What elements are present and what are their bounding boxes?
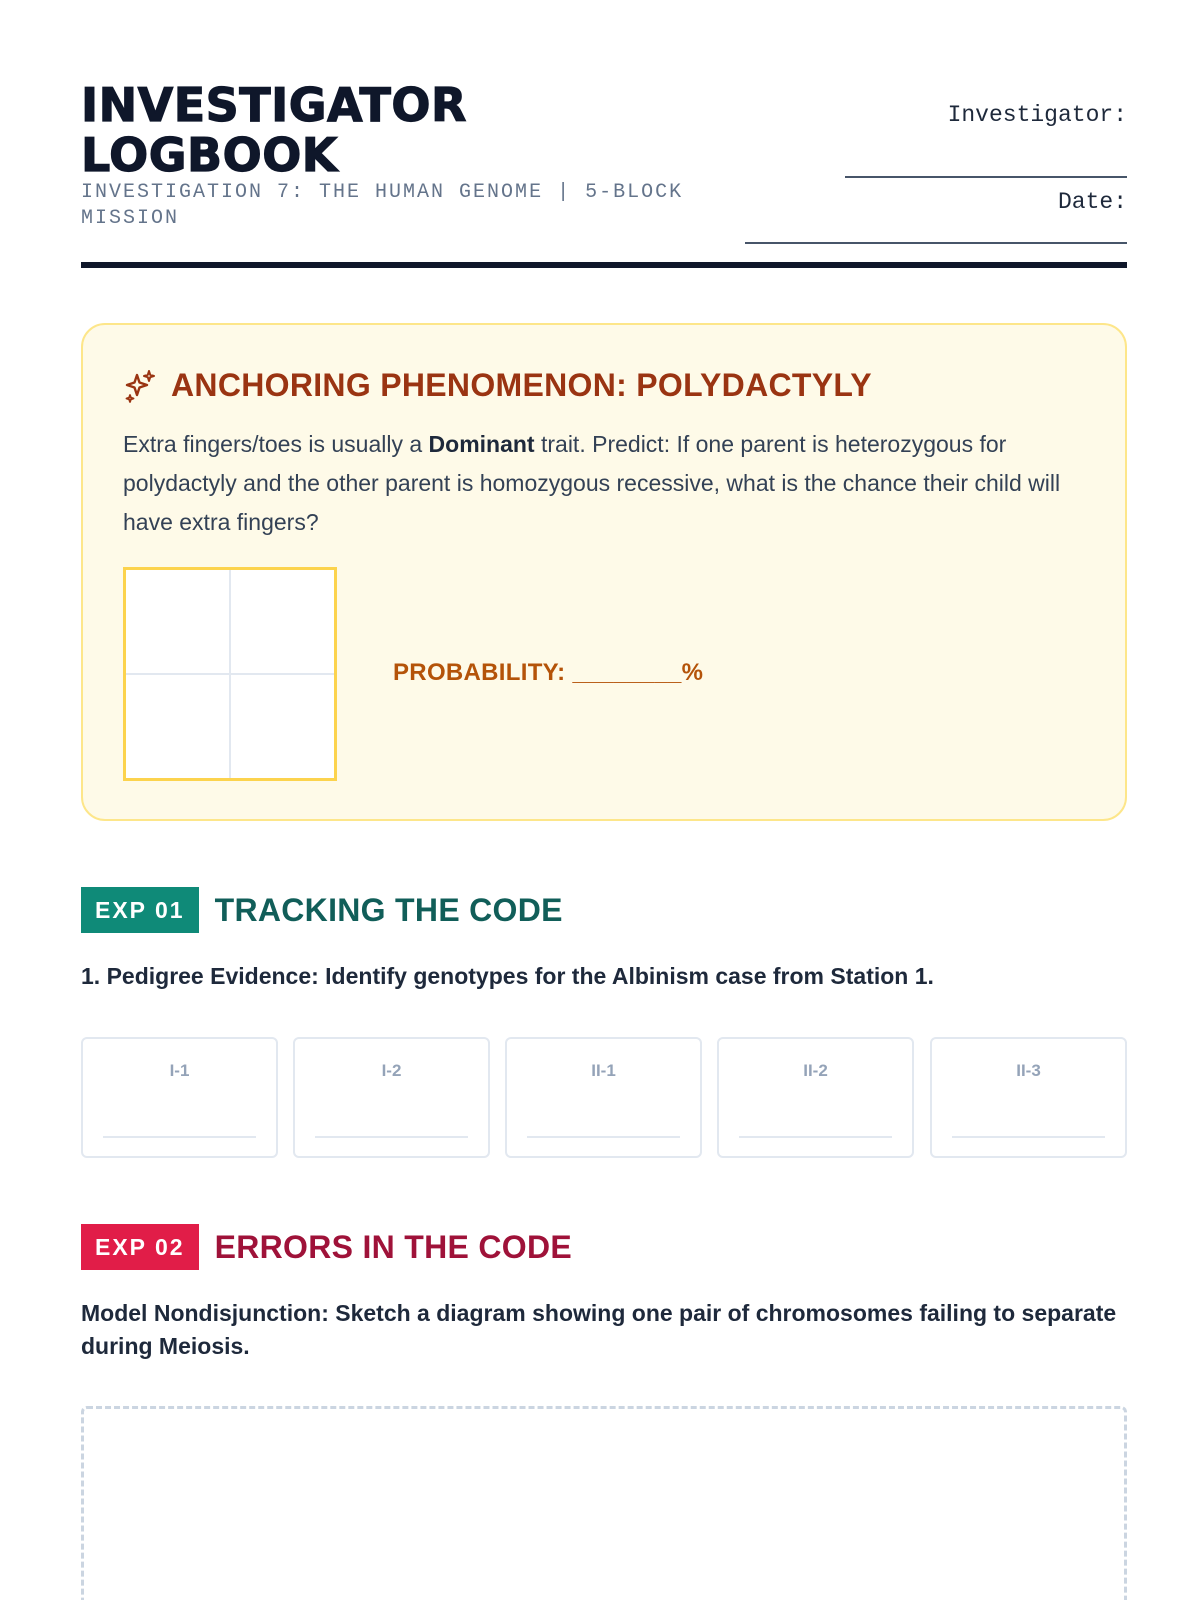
genotype-box-label: II-2	[803, 1061, 828, 1080]
anchor-prompt-bold: Dominant	[428, 431, 535, 457]
answer-line	[103, 1136, 256, 1138]
anchoring-phenomenon-card	[81, 323, 1127, 821]
genotype-box-i-2[interactable]	[293, 1037, 490, 1158]
punnett-divider	[126, 673, 334, 675]
exp01-badge: EXP 01	[81, 887, 199, 933]
genotype-box-label: I-2	[381, 1061, 402, 1080]
exp02-question: Model Nondisjunction: Sketch a diagram showing one pair of chromosomes failing to separate during Meiosis.	[81, 1300, 1117, 1359]
genotype-box-label: I-1	[169, 1061, 190, 1080]
answer-line	[527, 1136, 680, 1138]
anchor-prompt-start: Extra fingers/toes is usually a	[123, 431, 429, 457]
genotype-box-label: II-3	[1016, 1061, 1041, 1080]
exp01-title: TRACKING THE CODE	[214, 891, 563, 928]
page-subtitle: INVESTIGATION 7: THE HUMAN GENOME | 5-BLOCK MISSION	[81, 181, 684, 230]
page-title: INVESTIGATOR LOGBOOK	[81, 78, 467, 182]
investigator-field[interactable]	[845, 176, 1127, 178]
sparkle-icon	[123, 369, 157, 403]
anchor-prompt-end: trait. Predict: If one parent is heterozygous for polydactyly and the other parent is homozygous recessive, what is the chance their child will have extra fingers?	[123, 431, 1061, 535]
punnett-square[interactable]	[123, 567, 337, 781]
exp02-title: ERRORS IN THE CODE	[214, 1228, 573, 1265]
answer-line	[315, 1136, 468, 1138]
header-divider	[81, 262, 1127, 268]
answer-line	[739, 1136, 892, 1138]
genotype-box-label: II-1	[591, 1061, 616, 1080]
genotype-box-ii-2[interactable]	[717, 1037, 914, 1158]
date-field[interactable]	[745, 242, 1127, 244]
exp01-question: 1. Pedigree Evidence: Identify genotypes for the Albinism case from Station 1.	[81, 963, 934, 989]
date-label: Date:	[1057, 189, 1127, 215]
pedigree-genotype-row	[81, 1037, 1127, 1158]
answer-line	[952, 1136, 1105, 1138]
genotype-box-ii-1[interactable]	[505, 1037, 702, 1158]
anchor-title: ANCHORING PHENOMENON: POLYDACTYLY	[171, 367, 872, 403]
genotype-box-i-1[interactable]	[81, 1037, 278, 1158]
logbook-header	[81, 80, 1127, 270]
genotype-box-ii-3[interactable]	[930, 1037, 1127, 1158]
anchor-prompt	[123, 425, 1083, 542]
investigator-label: Investigator:	[947, 102, 1127, 128]
exp02-heading	[81, 1224, 572, 1270]
exp02-badge: EXP 02	[81, 1224, 199, 1270]
sketch-area[interactable]	[81, 1406, 1127, 1600]
logbook-page	[81, 0, 1127, 1600]
probability-field[interactable]: PROBABILITY: ________%	[393, 659, 704, 686]
anchor-heading	[123, 367, 872, 404]
exp01-heading	[81, 887, 563, 933]
